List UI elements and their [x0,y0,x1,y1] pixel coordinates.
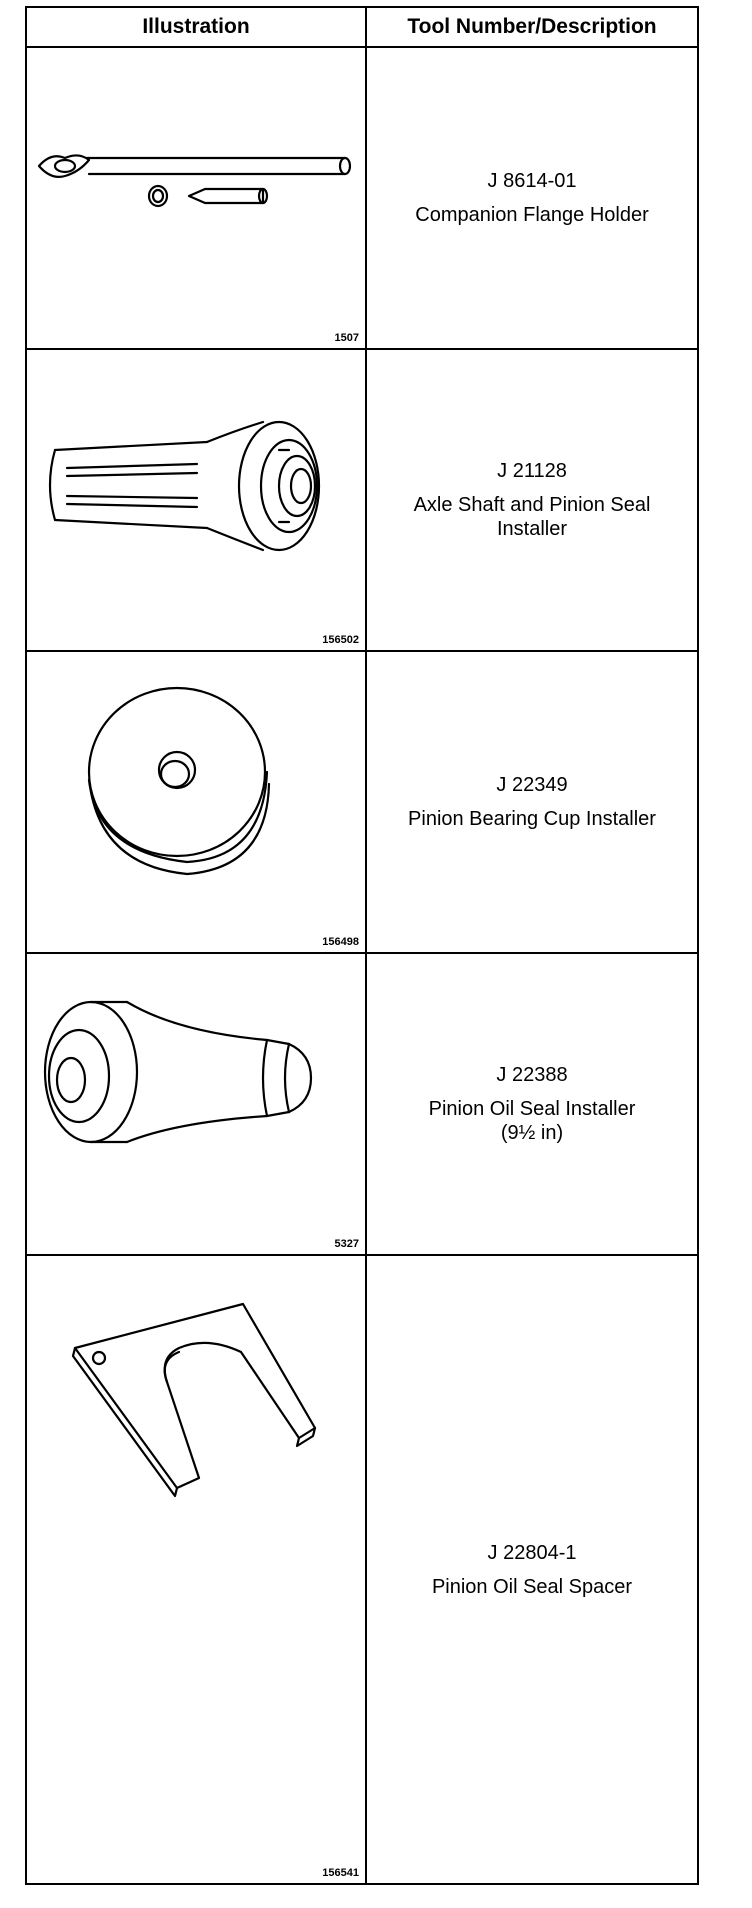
illustration-cell [27,350,365,650]
header-tool-number-description: Tool Number/Description [407,15,657,38]
tool-description: Axle Shaft and Pinion Seal Installer [413,494,651,540]
figure-number: 5327 [334,1238,359,1250]
description-cell [367,48,697,348]
description-cell [367,954,697,1254]
oil-seal-spacer-drawing [27,1256,365,1883]
figure-number: 156502 [322,634,359,646]
description-cell [367,652,697,952]
table-row [27,48,697,350]
illustration-cell [27,48,365,348]
tool-number: J 21128 [497,460,567,482]
illustration-cell [27,652,365,952]
seal-installer-drawing [27,350,365,650]
figure-number: 156498 [322,936,359,948]
tool-number: J 22804-1 [487,1541,577,1564]
table-row [27,350,697,652]
figure-number: 156541 [322,1867,359,1879]
table-row [27,652,697,954]
table-header-row [27,8,697,48]
tool-table [25,6,699,1885]
companion-flange-holder-drawing [27,48,365,348]
illustration-cell [27,954,365,1254]
bearing-cup-installer-drawing [27,652,365,952]
tool-description: Pinion Oil Seal Installer (9½ in) [428,1098,636,1144]
tool-description: Pinion Oil Seal Spacer [431,1575,633,1598]
tool-description: Pinion Bearing Cup Installer [408,808,656,830]
table-row [27,954,697,1256]
header-illustration: Illustration [142,15,250,38]
tool-number: J 22349 [496,774,568,796]
tool-number: J 8614-01 [487,170,577,192]
description-cell [367,1256,697,1883]
description-cell [367,350,697,650]
figure-number: 1507 [334,332,359,344]
illustration-cell [27,1256,365,1883]
tool-description: Companion Flange Holder [415,204,649,226]
table-row [27,1256,697,1883]
oil-seal-installer-drawing [27,954,365,1254]
tool-number: J 22388 [496,1064,568,1086]
